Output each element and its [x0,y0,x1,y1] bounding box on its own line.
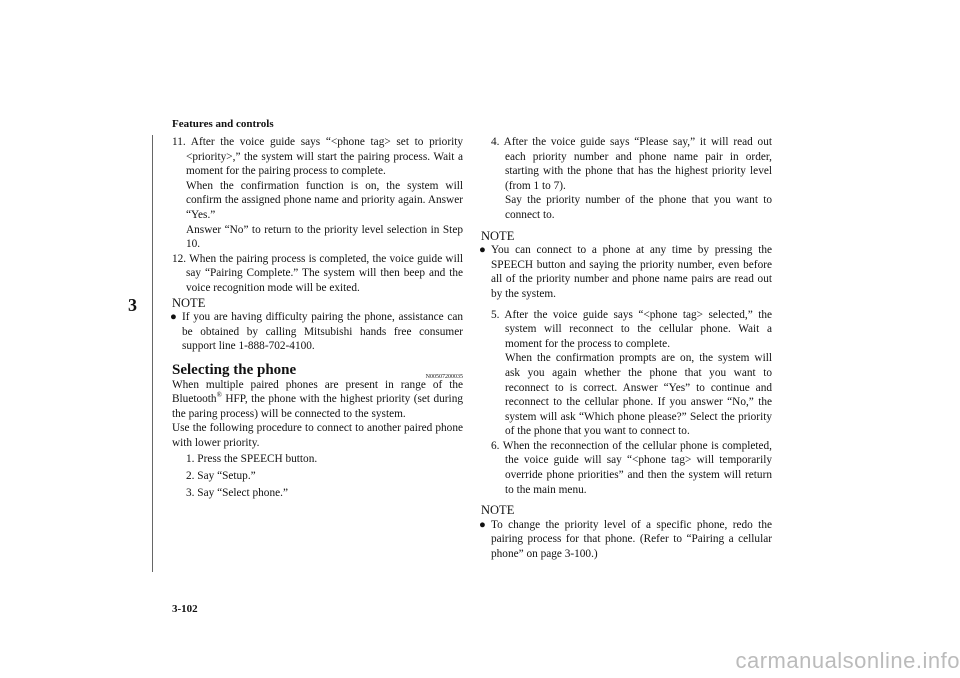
step-12 [172,252,463,296]
step-11 [172,135,463,179]
step-11-text: After the voice guide says “<phone tag> set to priority <priority>,” the system will start the pairing process. Wait a moment for the pairing process to complete. [186,136,464,178]
note-text: To change the priority level of a specific phone, redo the pairing process for that phone. (Refer to “Pairing a cellular phone” on page 3-100.) [491,518,772,561]
step-4 [481,135,772,193]
right-column [481,135,772,562]
step-12-text: When the pairing process is completed, the voice guide will say “Pairing Complete.” The system will then beep and the voice recognition mode will be exited. [186,252,464,294]
bullet-icon: ● [170,311,177,324]
step-2: 2. Say “Setup.” [186,470,256,483]
step-4-number: 4. [491,136,500,148]
note-heading: NOTE [481,503,515,518]
paragraph-procedure: Use the following procedure to connect to another paired phone with lower priority. [172,422,463,449]
left-column [172,135,463,500]
page-number: 3-102 [172,603,198,615]
note-bullet [481,518,772,562]
step-11-confirm: When the confirmation function is on, the system will confirm the assigned phone name and priority again. Answer “Yes.” [186,179,463,221]
note-heading: NOTE [172,295,206,310]
step-6 [481,439,772,497]
note-heading: NOTE [481,228,515,243]
note-text: If you are having difficulty pairing the phone, assistance can be obtained by calling Mitsubishi hands free consumer support line 1-888-702-4100. [182,311,463,353]
step-11-no: Answer “No” to return to the priority level selection in Step 10. [186,223,463,251]
step-6-number: 6. [491,439,500,452]
note-bullet [172,310,463,354]
registered-mark: ® [216,391,222,400]
step-1: 1. Press the SPEECH button. [186,453,318,466]
section-code: N00507200035 [425,373,463,380]
section-title: Selecting the phone [172,361,297,378]
step-5 [481,308,772,352]
header-title: Features and controls [172,118,274,130]
para-text-a: When multiple paired phones are present in range of the Bluetooth [172,378,463,406]
step-4-detail: Say the priority number of the phone that you want to connect to. [505,194,772,221]
watermark: carmanualsonline.info [735,648,960,673]
step-6-text: When the reconnection of the cellular phone is completed, the voice guide will say “<phone tag> will temporarily override phone priorities” and then the system will return to the main menu. [502,439,772,496]
paragraph-bluetooth [172,378,463,422]
bullet-icon: ● [479,244,486,257]
step-11-number: 11. [172,136,186,148]
chapter-number: 3 [128,295,137,315]
step-5-detail: When the confirmation prompts are on, the system will ask you again whether the phone that you want to reconnect to is correct. Answer “Yes” to continue and reconnect to the cellular phone. If you answer “No,” the system will ask “Which phone please?” Select the priority of the phone that you want to connect to. [505,352,772,438]
step-5-number: 5. [491,308,500,321]
step-4-text: After the voice guide says “Please say,” it will read out each priority number and phone name pair in order, starting with the phone that has the highest priority level (from 1 to 7). [503,136,772,192]
section-heading [172,363,463,378]
chapter-divider [152,135,153,572]
para-text-b: HFP, the phone with the highest priority (set during the paring process) will be connected to the system. [172,393,463,420]
step-12-number: 12. [172,252,187,265]
note-text: You can connect to a phone at any time by pressing the SPEECH button and saying the priority number, even before all of the priority number and phone name pairs are read out by the system. [491,244,772,300]
step-3: 3. Say “Select phone.” [186,486,288,499]
bullet-icon: ● [479,518,486,531]
note-bullet [481,243,772,301]
step-5-text: After the voice guide says “<phone tag> selected,” the system will reconnect to the cellular phone. Wait a moment for the process to complete. [504,308,772,350]
